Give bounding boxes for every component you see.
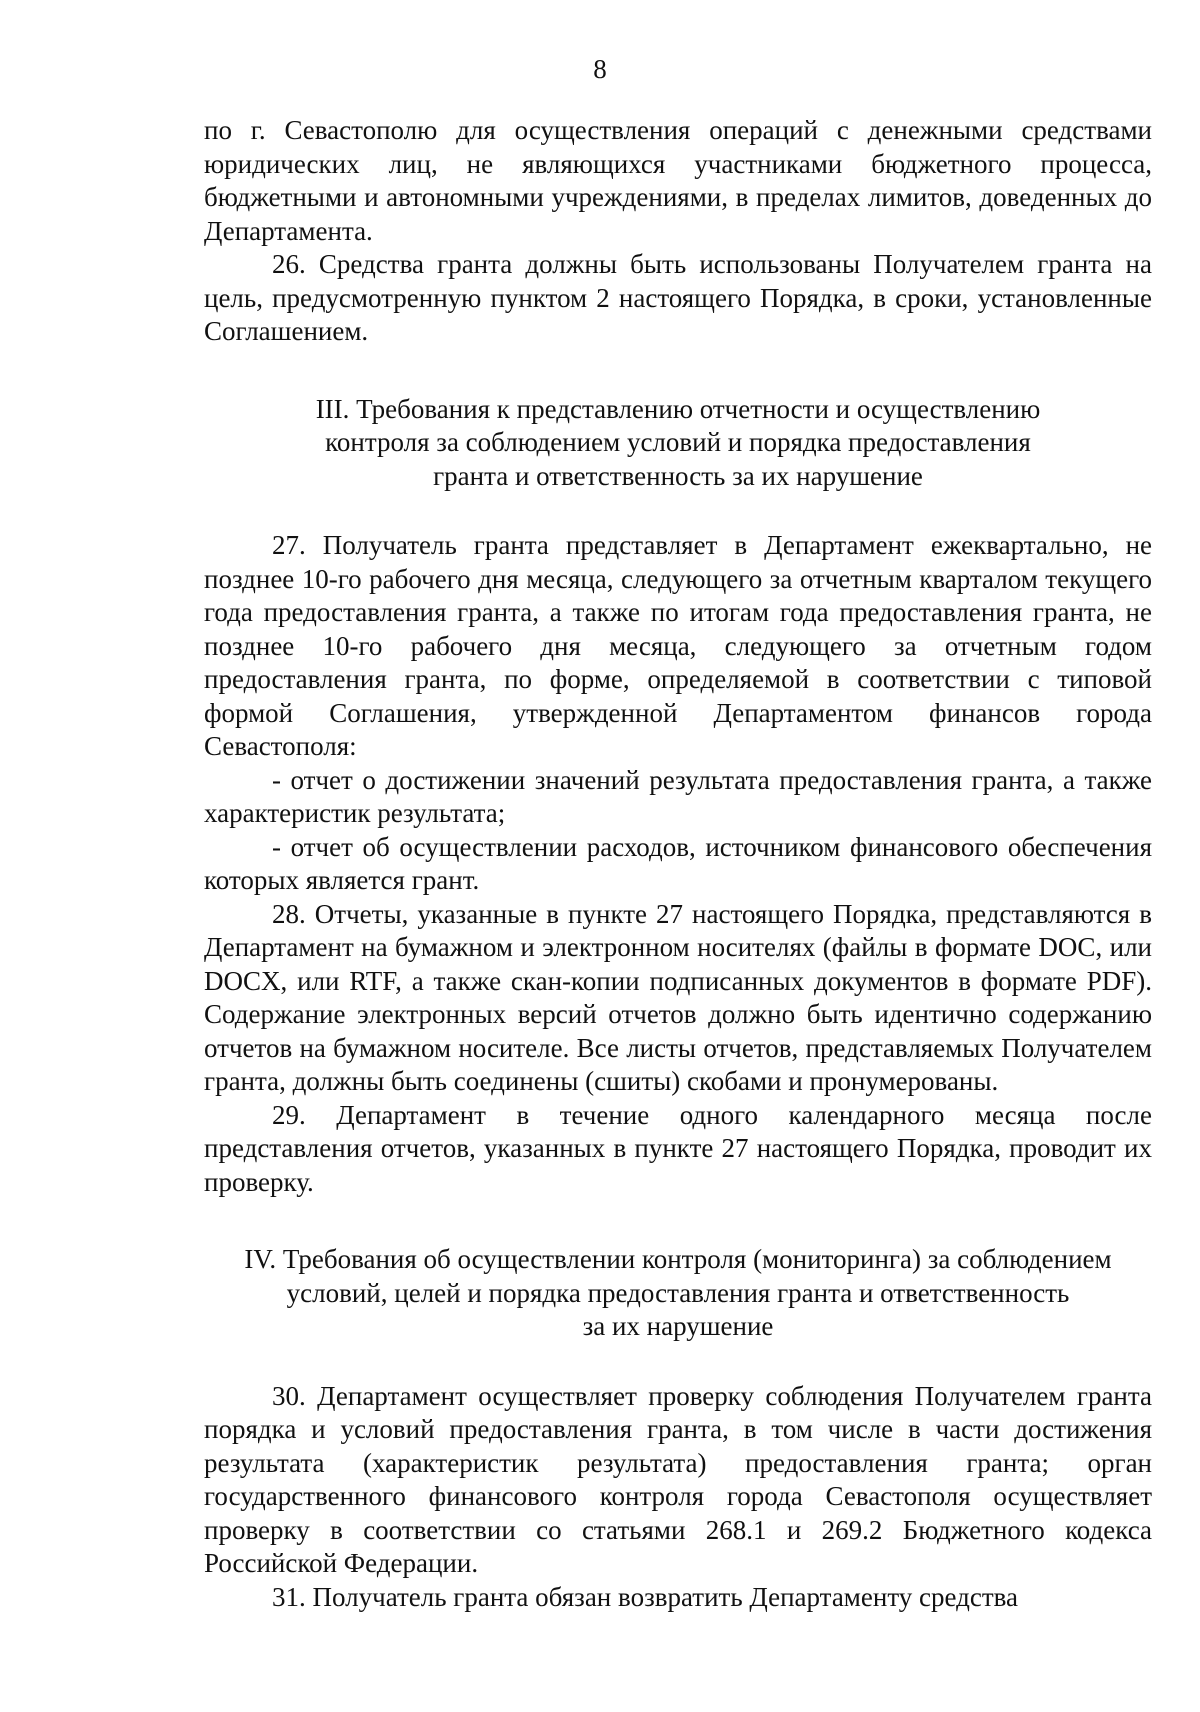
- paragraph-30: 30. Департамент осуществляет проверку соблюдения Получателем гранта порядка и условий предоставления гранта, в том числе в части достижения результата (характеристик результата) предоставления гранта; орган государственного финансового контроля города Севастополя осуществляет проверку в соответствии со статьями 268.1 и 269.2 Бюджетного кодекса Российской Федерации.: [204, 1380, 1152, 1578]
- spacer: [204, 1344, 1152, 1380]
- section-heading-line: III. Требования к представлению отчетности и осуществлению: [315, 393, 1041, 424]
- section-heading-line: контроля за соблюдением условий и порядка предоставления: [325, 427, 1031, 457]
- document-body: [204, 114, 1152, 1614]
- paragraph-continuation: по г. Севастополю для осуществления операций с денежными средствами юридических лиц, не являющихся участниками бюджетного процесса, бюджетными и автономными учреждениями, в пределах лимитов, доведенных до Департамента.: [204, 115, 1152, 246]
- section-heading-iii: [204, 393, 1152, 494]
- paragraph-29: 29. Департамент в течение одного календарного месяца после представления отчетов, указанных в пункте 27 настоящего Порядка, проводит их проверку.: [204, 1099, 1152, 1197]
- section-heading-line: IV. Требования об осуществлении контроля (мониторинга) за соблюдением: [244, 1244, 1112, 1274]
- spacer: [204, 349, 1152, 393]
- paragraph-27: 27. Получатель гранта представляет в Департамент ежеквартально, не позднее 10-го рабочего дня месяца, следующего за отчетным кварталом текущего года предоставления гранта, а также по итогам года предоставления гранта, не позднее 10-го рабочего дня месяца, следующего за отчетным годом предоставления гранта, по форме, определяемой в соответствии с типовой формой Соглашения, утвержденной Департаментом финансов города Севастополя:: [204, 530, 1152, 761]
- section-heading-line: за их нарушение: [582, 1311, 774, 1341]
- paragraph-27-list-item: - отчет об осуществлении расходов, источником финансового обеспечения которых является грант.: [204, 831, 1152, 895]
- spacer: [204, 493, 1152, 529]
- paragraph-28: 28. Отчеты, указанные в пункте 27 настоящего Порядка, представляются в Департамент на бумажном и электронном носителях (файлы в формате DOC, или DOCX, или RTF, а также скан-копии подписанных документов в формате PDF). Содержание электронных версий отчетов должно быть идентично содержанию отчетов на бумажном носителе. Все листы отчетов, представляемых Получателем гранта, должны быть соединены (сшиты) скобами и пронумерованы.: [204, 898, 1152, 1096]
- section-heading-line: условий, целей и порядка предоставления гранта и ответственность: [286, 1277, 1070, 1308]
- section-heading-line: гранта и ответственность за их нарушение: [433, 460, 923, 491]
- spacer: [204, 1199, 1152, 1243]
- page-number: 8: [593, 54, 607, 84]
- section-heading-iv: [204, 1243, 1152, 1344]
- paragraph-27-list-item: - отчет о достижении значений результата предоставления гранта, а также характеристик результата;: [204, 764, 1152, 828]
- paragraph-31: 31. Получатель гранта обязан возвратить Департаменту средства: [272, 1581, 1019, 1612]
- paragraph-26: 26. Средства гранта должны быть использованы Получателем гранта на цель, предусмотренную пунктом 2 настоящего Порядка, в сроки, установленные Соглашением.: [204, 249, 1152, 346]
